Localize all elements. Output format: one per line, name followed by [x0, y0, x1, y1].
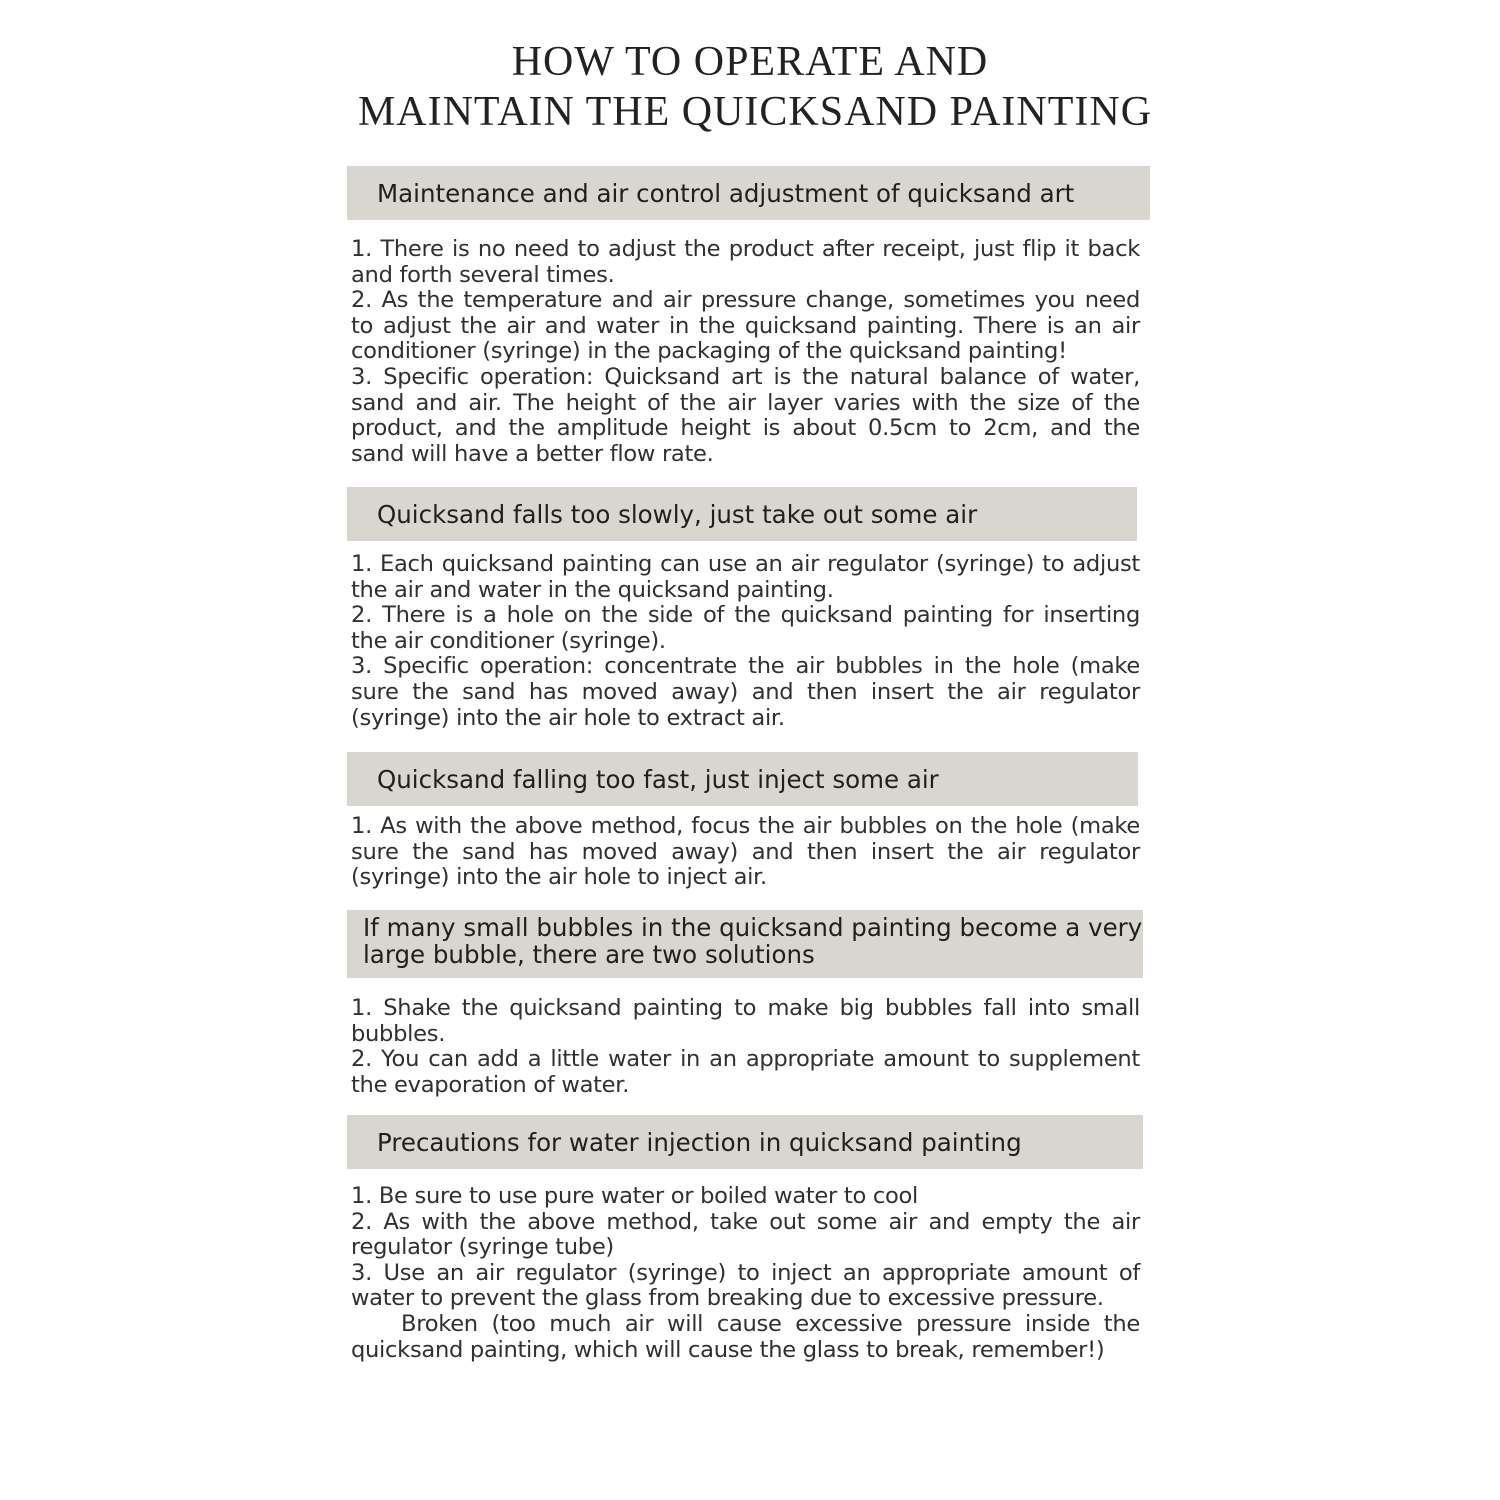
paragraph: 3. Specific operation: Quicksand art is the natural balance of water, sand and air. The height of the air layer varies with the size of the product, and the amplitude height is about 0.5cm to 2cm, and the sand will have a better flow rate. — [351, 363, 1140, 467]
section-header-falls-fast — [347, 752, 1138, 806]
section-body-maintenance — [351, 237, 1140, 467]
section-body-water-injection — [351, 1184, 1140, 1363]
paragraph: 1. There is no need to adjust the product after receipt, just flip it back and forth several times. — [351, 236, 1140, 288]
paragraph: 1. Shake the quicksand painting to make big bubbles fall into small bubbles. — [351, 995, 1140, 1047]
section-header-text: Precautions for water injection in quicksand painting — [377, 1128, 1022, 1157]
section-header-falls-slowly — [347, 487, 1137, 541]
page-title-line-1: HOW TO OPERATE AND — [511, 39, 989, 85]
paragraph: 1. Be sure to use pure water or boiled water to cool — [351, 1183, 919, 1209]
section-body-falls-slowly — [351, 552, 1140, 731]
paragraph: Broken (too much air will cause excessive pressure inside the quicksand painting, which will cause the glass to break, remember!) — [351, 1310, 1140, 1363]
section-header-large-bubble — [347, 910, 1143, 978]
section-header-text: Quicksand falls too slowly, just take out some air — [377, 500, 978, 529]
section-header-maintenance — [347, 166, 1150, 220]
paragraph: 2. As the temperature and air pressure change, sometimes you need to adjust the air and water in the quicksand painting. There is an air conditioner (syringe) in the packaging of the quicksand painting! — [351, 287, 1140, 365]
paragraph: 2. There is a hole on the side of the quicksand painting for inserting the air conditioner (syringe). — [351, 602, 1140, 654]
paragraph: 3. Use an air regulator (syringe) to inject an appropriate amount of water to prevent the glass from breaking due to excessive pressure. — [351, 1259, 1140, 1312]
paragraph: 3. Specific operation: concentrate the air bubbles in the hole (make sure the sand has moved away) and then insert the air regulator (syringe) into the air hole to extract air. — [351, 653, 1140, 731]
section-header-text: Quicksand falling too fast, just inject some air — [377, 765, 939, 794]
paragraph: 1. As with the above method, focus the air bubbles on the hole (make sure the sand has moved away) and then insert the air regulator (syringe) into the air hole to inject air. — [351, 813, 1140, 891]
section-header-water-injection — [347, 1115, 1143, 1169]
section-body-falls-fast — [351, 814, 1140, 891]
paragraph: 2. You can add a little water in an appropriate amount to supplement the evaporation of water. — [351, 1046, 1140, 1098]
section-body-large-bubble — [351, 996, 1140, 1098]
section-header-text: large bubble, there are two solutions — [363, 940, 815, 969]
section-header-text: Maintenance and air control adjustment of quicksand art — [377, 179, 1075, 208]
page-title-line-2: MAINTAIN THE QUICKSAND PAINTING — [357, 89, 1153, 135]
paragraph: 1. Each quicksand painting can use an air regulator (syringe) to adjust the air and water in the quicksand painting. — [351, 551, 1140, 603]
paragraph: 2. As with the above method, take out some air and empty the air regulator (syringe tube) — [351, 1208, 1140, 1261]
section-header-text: If many small bubbles in the quicksand painting become a very — [363, 913, 1143, 942]
